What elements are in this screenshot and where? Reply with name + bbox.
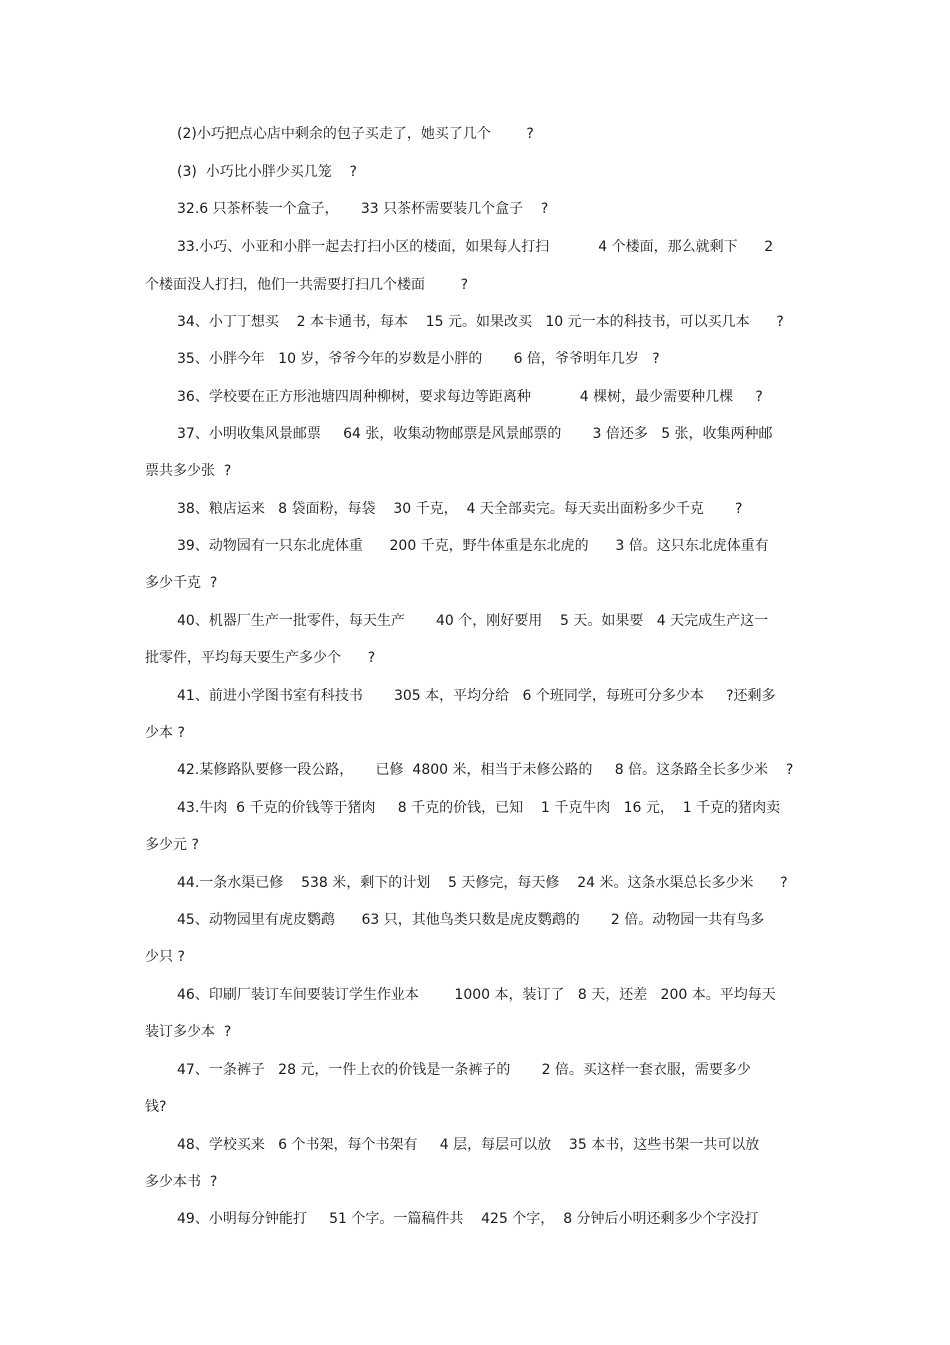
- question-45: 45、动物园里有虎皮鹦鹉 63 只，其他鸟类只数是虎皮鹦鹉的 2 倍。动物园一共有鸟多: [177, 912, 765, 928]
- question-33-cont: 个楼面没人打扫，他们一共需要打扫几个楼面 ?: [145, 277, 469, 293]
- question-32: 32.6 只茶杯装一个盒子， 33 只茶杯需要装几个盒子 ?: [177, 201, 549, 217]
- question-33: 33.小巧、小亚和小胖一起去打扫小区的楼面，如果每人打扫 4 个楼面，那么就剩下 2: [177, 239, 774, 255]
- question-35: 35、小胖今年 10 岁，爷爷今年的岁数是小胖的 6 倍，爷爷明年几岁 ?: [177, 351, 660, 367]
- question-41-cont: 少本 ?: [145, 725, 185, 741]
- question-45-cont: 少只 ?: [145, 949, 185, 965]
- question-48-cont: 多少本书 ?: [145, 1174, 218, 1190]
- question-2-continued: (2)小巧把点心店中剩余的包子买走了，她买了几个 ?: [177, 126, 534, 142]
- question-49: 49、小明每分钟能打 51 个字。一篇稿件共 425 个字， 8 分钟后小明还剩多少个字没打: [177, 1211, 759, 1227]
- question-43-cont: 多少元 ?: [145, 837, 199, 853]
- question-44: 44.一条水渠已修 538 米，剩下的计划 5 天修完，每天修 24 米。这条水渠总长多少米 ?: [177, 875, 788, 891]
- question-39-cont: 多少千克 ?: [145, 575, 218, 591]
- question-36: 36、学校要在正方形池塘四周种柳树，要求每边等距离种 4 棵树，最少需要种几棵 ?: [177, 389, 763, 405]
- question-41: 41、前进小学图书室有科技书 305 本，平均分给 6 个班同学，每班可分多少本 ?还剩多: [177, 688, 776, 704]
- question-34: 34、小丁丁想买 2 本卡通书，每本 15 元。如果改买 10 元一本的科技书，可以买几本 ?: [177, 314, 784, 330]
- question-37-cont: 票共多少张 ?: [145, 463, 232, 479]
- question-40: 40、机器厂生产一批零件，每天生产 40 个，刚好要用 5 天。如果要 4 天完成生产这一: [177, 613, 769, 629]
- question-39: 39、动物园有一只东北虎体重 200 千克，野牛体重是东北虎的 3 倍。这只东北虎体重有: [177, 538, 769, 554]
- question-46-cont: 装订多少本 ?: [145, 1024, 232, 1040]
- question-3-continued: (3) 小巧比小胖少买几笼 ?: [177, 164, 357, 180]
- question-48: 48、学校买来 6 个书架，每个书架有 4 层，每层可以放 35 本书，这些书架一共可以放: [177, 1137, 760, 1153]
- question-40-cont: 批零件，平均每天要生产多少个 ?: [145, 650, 376, 666]
- question-47-cont: 钱?: [145, 1099, 167, 1115]
- question-37: 37、小明收集风景邮票 64 张，收集动物邮票是风景邮票的 3 倍还多 5 张，收集两种邮: [177, 426, 773, 442]
- question-46: 46、印刷厂装订车间要装订学生作业本 1000 本，装订了 8 天，还差 200 本。平均每天: [177, 987, 776, 1003]
- question-42: 42.某修路队要修一段公路， 已修 4800 米，相当于未修公路的 8 倍。这条路全长多少米 ?: [177, 762, 794, 778]
- question-47: 47、一条裤子 28 元，一件上衣的价钱是一条裤子的 2 倍。买这样一套衣服，需要多少: [177, 1062, 751, 1078]
- question-43: 43.牛肉 6 千克的价钱等于猪肉 8 千克的价钱，已知 1 千克牛肉 16 元， 1 千克的猪肉卖: [177, 800, 781, 816]
- question-38: 38、粮店运来 8 袋面粉，每袋 30 千克， 4 天全部卖完。每天卖出面粉多少千克 ?: [177, 501, 743, 517]
